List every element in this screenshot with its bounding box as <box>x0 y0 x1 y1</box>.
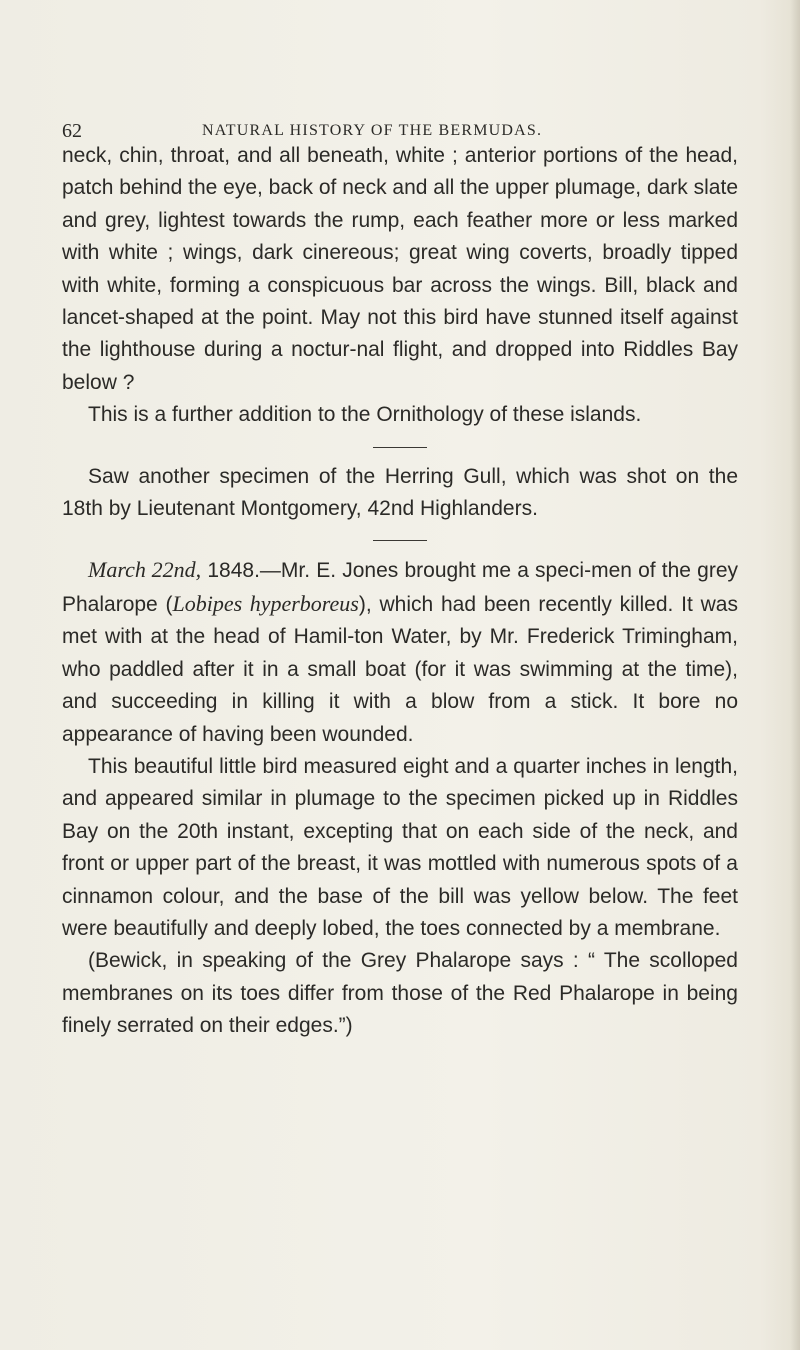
paragraph-bird-description: neck, chin, throat, and all beneath, white ; anterior portions of the head, patch behind the eye, back of neck and all the upper plumage, dark slate and grey, lightest towards the rump, each feather more or less marked with white ; wings, dark cinereous; great wing coverts, broadly tipped with white, forming a conspicuous bar across the wings. Bill, black and lancet-shaped at the point. May not this bird have stunned itself against the lighthouse during a noctur-nal flight, and dropped into Riddles Bay below ? <box>62 144 738 394</box>
running-title: NATURAL HISTORY OF THE BERMUDAS. <box>202 122 543 139</box>
paragraph-measurement: This beautiful little bird measured eight and a quarter inches in length, and appeared similar in plumage to the specimen picked up in Riddles Bay on the 20th instant, excepting that on each side of the neck, and front or upper part of the breast, it was mottled with numerous spots of a cinnamon colour, and the base of the bill was yellow below. The feet were beautifully and deeply lobed, the toes connected by a membrane. <box>62 754 738 940</box>
paragraph-bewick-quote: (Bewick, in speaking of the Grey Phalarope says : “ The scolloped membranes on its toes differ from those of the Red Phalarope in being finely serrated on their edges.”) <box>62 949 738 1038</box>
entry-date: March 22nd, <box>88 557 202 583</box>
page-edge-shadow <box>790 0 800 1350</box>
paragraph-herring-gull: Saw another specimen of the Herring Gull, which was shot on the 18th by Lieutenant Montgomery, 42nd Highlanders. <box>62 464 738 521</box>
paragraph-ornithology-addition: This is a further addition to the Ornithology of these islands. <box>88 403 642 427</box>
paragraph-grey-phalarope <box>62 554 738 750</box>
body-text <box>62 140 738 1043</box>
page-number: 62 <box>62 120 82 142</box>
section-divider <box>373 540 427 541</box>
latin-name: Lobipes hyperboreus <box>172 590 359 616</box>
paragraph-text: ), which had been recently killed. It was met with at the head of Hamil-ton Water, by Mr. Frederick Trimingham, who paddled after it in a small boat (for it was swimming at the time), and succeeding in killing it with a blow from a stick. It bore no appearance of having been wounded. <box>62 592 738 746</box>
paragraph-text: 1848.—Mr. E. Jones brought me a speci-men of the grey Phalarope ( <box>62 559 738 616</box>
section-divider <box>373 447 427 448</box>
